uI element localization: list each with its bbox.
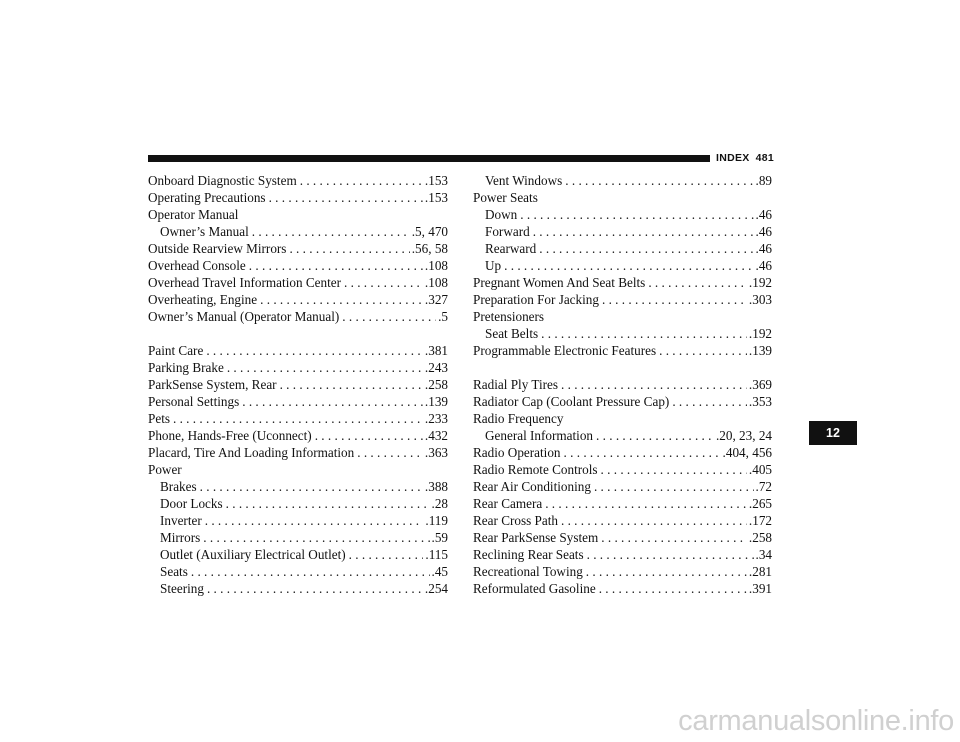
entry-text: Rear Air Conditioning [473,479,591,494]
page-reference: .391 [748,581,772,596]
page-reference: .72 [755,479,772,494]
entry-text: Preparation For Jacking [473,292,599,307]
entry-text: Steering [160,581,204,596]
dot-leader [598,529,747,546]
dot-leader [204,580,423,597]
index-subentry [473,325,772,342]
section-title: INDEX [716,152,750,164]
dot-leader [346,546,424,563]
index-subentry [148,478,448,495]
index-entry [148,427,448,444]
index-entry [473,495,772,512]
dot-leader [341,274,423,291]
page-reference: .139 [424,394,448,409]
entry-text: Power [148,462,182,477]
page-reference: .153 [424,190,448,205]
page-reference: .34 [755,547,772,562]
page-reference: .108 [424,258,448,273]
index-entry [148,240,448,257]
index-entry [473,529,772,546]
page-reference: .327 [424,292,448,307]
entry-text: Operator Manual [148,207,239,222]
entry-text: Paint Care [148,343,204,358]
dot-leader [501,257,753,274]
dot-leader [669,393,747,410]
entry-text: Outlet (Auxiliary Electrical Outlet) [160,547,346,562]
entry-text: Overhead Travel Information Center [148,275,341,290]
index-subentry [148,495,448,512]
dot-leader [257,291,423,308]
entry-gap [473,359,772,376]
index-column-left [148,172,448,597]
dot-leader [599,291,747,308]
dot-leader [203,342,423,359]
index-entry [473,274,772,291]
index-entry [148,444,448,461]
entry-text: Personal Settings [148,394,240,409]
page-reference: .28 [431,496,448,511]
chapter-tab: 12 [809,421,857,445]
dot-leader [286,240,409,257]
dot-leader [598,461,747,478]
page-reference: .254 [424,581,448,596]
page-reference: .153 [424,173,448,188]
index-entry [473,580,772,597]
entry-text: Forward [485,224,530,239]
index-subentry [148,512,448,529]
page-reference: .172 [748,513,772,528]
entry-text: ParkSense System, Rear [148,377,277,392]
dot-leader [246,257,423,274]
watermark: carmanualsonline.info [678,705,954,737]
page-reference: .369 [748,377,772,392]
dot-leader [266,189,423,206]
entry-gap [148,325,448,342]
entry-text: Overhead Console [148,258,246,273]
page-reference: .281 [748,564,772,579]
dot-leader [202,512,424,529]
index-entry [148,342,448,359]
dot-leader [223,495,430,512]
entry-text: Rear Camera [473,496,543,511]
index-heading [473,308,772,325]
page-reference: .404, 456 [722,445,772,460]
dot-leader [596,580,747,597]
page-reference: .46 [755,241,772,256]
index-heading [473,410,772,427]
dot-leader [542,495,747,512]
entry-text: Power Seats [473,190,538,205]
index-entry [148,172,448,189]
index-subentry [473,257,772,274]
page-reference: .353 [748,394,772,409]
page-reference: .363 [424,445,448,460]
index-subentry [473,206,772,223]
page-reference: .46 [755,224,772,239]
index-heading [148,206,448,223]
page-reference: .258 [748,530,772,545]
entry-text: Vent Windows [485,173,563,188]
page-reference: .258 [424,377,448,392]
entry-text: Radio Frequency [473,411,564,426]
dot-leader [517,206,753,223]
index-subentry [148,546,448,563]
dot-leader [558,512,747,529]
index-entry [473,461,772,478]
page-reference: .89 [755,173,772,188]
entry-text: Radio Remote Controls [473,462,598,477]
index-subentry [473,223,772,240]
entry-text: Owner’s Manual [160,224,249,239]
index-subentry [148,563,448,580]
index-entry [473,342,772,359]
dot-leader [645,274,747,291]
index-entry [473,478,772,495]
entry-text: Outside Rearview Mirrors [148,241,287,256]
running-header [716,152,774,164]
page-reference: .303 [748,292,772,307]
page-reference: .20, 23, 24 [715,428,772,443]
page-reference: .192 [748,326,772,341]
dot-leader [354,444,423,461]
page-reference: .405 [748,462,772,477]
index-entry [473,291,772,308]
entry-text: Brakes [160,479,197,494]
entry-text: Operating Precautions [148,190,266,205]
index-entry [148,359,448,376]
entry-text: Pregnant Women And Seat Belts [473,275,646,290]
dot-leader [339,308,436,325]
dot-leader [239,393,423,410]
index-subentry [148,529,448,546]
entry-text: Pets [148,411,170,426]
dot-leader [558,376,747,393]
index-entry [148,308,448,325]
dot-leader [249,223,410,240]
dot-leader [277,376,423,393]
dot-leader [561,444,721,461]
entry-text: Programmable Electronic Features [473,343,657,358]
index-entry [473,546,772,563]
index-entry [473,444,772,461]
index-entry [148,274,448,291]
dot-leader [297,172,423,189]
page-reference: .46 [755,207,772,222]
index-entry [148,257,448,274]
index-entry [148,410,448,427]
index-subentry [473,172,772,189]
entry-text: Recreational Towing [473,564,583,579]
entry-text: Up [485,258,502,273]
page-reference: .45 [431,564,448,579]
page-number: 481 [755,152,775,164]
entry-text: Onboard Diagnostic System [148,173,297,188]
index-entry [148,291,448,308]
entry-text: Seats [160,564,188,579]
page-reference: .119 [425,513,448,528]
dot-leader [538,325,747,342]
dot-leader [312,427,423,444]
entry-text: General Information [485,428,594,443]
index-entry [148,393,448,410]
entry-text: Parking Brake [148,360,224,375]
index-subentry [473,240,772,257]
entry-text: Pretensioners [473,309,545,324]
entry-text: Overheating, Engine [148,292,258,307]
page-reference: .233 [424,411,448,426]
entry-text: Placard, Tire And Loading Information [148,445,355,460]
page-reference: .5 [438,309,448,324]
dot-leader [197,478,423,495]
page-reference: .243 [424,360,448,375]
index-subentry [473,427,772,444]
dot-leader [584,546,754,563]
index-heading [148,461,448,478]
entry-text: Down [485,207,518,222]
page-reference: .59 [431,530,448,545]
page-reference: .46 [755,258,772,273]
page-reference: .115 [425,547,448,562]
index-column-right [473,172,772,597]
index-subentry [148,223,448,240]
entry-text: Mirrors [160,530,201,545]
dot-leader [530,223,754,240]
entry-text: Inverter [160,513,202,528]
dot-leader [224,359,423,376]
dot-leader [562,172,753,189]
page-reference: .388 [424,479,448,494]
dot-leader [200,529,429,546]
entry-text: Radial Ply Tires [473,377,559,392]
index-subentry [148,580,448,597]
index-heading [473,189,772,206]
page-reference: .192 [748,275,772,290]
index-entry [473,563,772,580]
index-entry [473,393,772,410]
header-rule [148,155,710,162]
dot-leader [591,478,754,495]
entry-text: Reformulated Gasoline [473,581,596,596]
entry-text: Reclining Rear Seats [473,547,584,562]
page-reference: .381 [424,343,448,358]
entry-text: Phone, Hands-Free (Uconnect) [148,428,312,443]
index-entry [148,189,448,206]
page-reference: .139 [748,343,772,358]
page-reference: .265 [748,496,772,511]
dot-leader [188,563,430,580]
entry-text: Rearward [485,241,537,256]
entry-text: Rear ParkSense System [473,530,599,545]
index-entry [473,376,772,393]
entry-text: Owner’s Manual (Operator Manual) [148,309,340,324]
entry-text: Rear Cross Path [473,513,558,528]
dot-leader [170,410,423,427]
entry-text: Door Locks [160,496,223,511]
dot-leader [536,240,753,257]
page-reference: .432 [424,428,448,443]
page-reference: .108 [424,275,448,290]
page-reference: .56, 58 [411,241,448,256]
entry-text: Seat Belts [485,326,539,341]
dot-leader [656,342,747,359]
entry-text: Radio Operation [473,445,561,460]
dot-leader [593,427,714,444]
dot-leader [583,563,747,580]
entry-text: Radiator Cap (Coolant Pressure Cap) [473,394,670,409]
index-entry [148,376,448,393]
page-reference: .5, 470 [411,224,448,239]
index-entry [473,512,772,529]
